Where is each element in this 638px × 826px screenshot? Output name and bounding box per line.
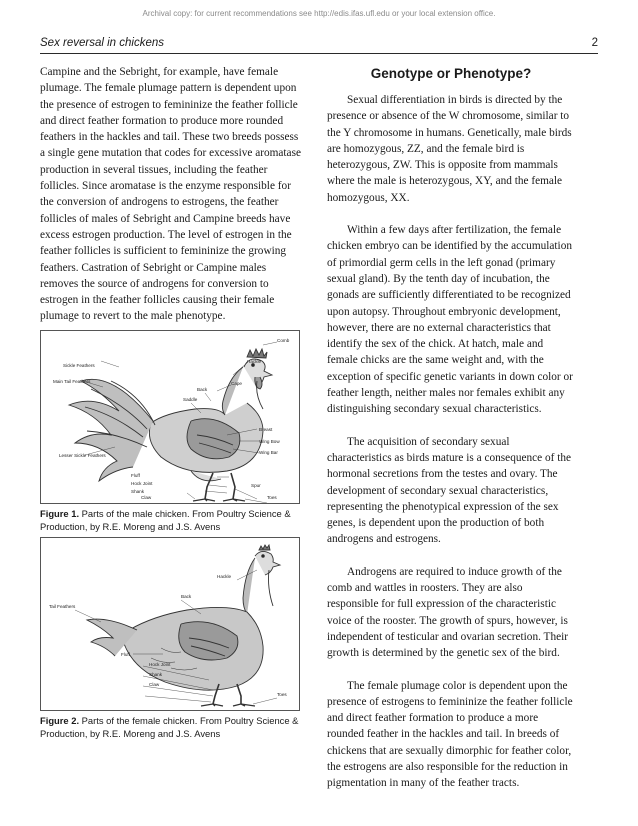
figure-2-female-chicken <box>40 537 300 711</box>
label-toes: Toes <box>277 692 287 697</box>
label-back: Back <box>197 387 208 392</box>
figure-2-caption-label: Figure 2. <box>40 715 80 726</box>
figure-2-caption-text: Parts of the female chicken. From Poultry Science & Production, by R.E. Moreng and J.S. Avens <box>40 715 299 739</box>
page-number: 2 <box>591 37 598 49</box>
label-hackle: Hackle <box>217 574 232 579</box>
label-tail-feathers: Tail Feathers <box>49 604 76 609</box>
label-shank: Shank <box>131 489 145 494</box>
label-hock-joint: Hock Joint <box>149 662 171 667</box>
label-claw: Claw <box>141 495 152 500</box>
left-paragraph: Campine and the Sebright, for example, have female plumage. The female plumage pattern is dependent upon the presence of estrogen to femininize the feather follicle and direct feather formation to produce more rounded feathers in the hackles and tail. These two breeds possess a single gene mutation that codes for excessive aromatase production in several tissues, including the feather follicles. Since aromatase is the enzyme responsible for the conversion of androgens to estrogens, the feather follicles of males of Sebright and Campine breeds have excess estrogen production. The level of estrogen in the feather follicles is sufficient to femininize the growing feathers. Castration of Sebright or Campine males removes the source of androgens for conversion to estrogen in the feather follicles causing their female plumage to revert to the male phenotype. <box>40 66 301 323</box>
figure-1-caption <box>40 507 302 533</box>
label-fluff: Fluff <box>131 473 140 478</box>
label-comb: Comb <box>277 338 290 343</box>
paragraph-secondary-characteristics: The acquisition of secondary sexual characteristics as birds mature is a consequence of the hormonal secretions from the testes and ovary. The development of secondary sexual characteristics, representing the phenotypical expression of the sex genes, is dependent upon the production of both androgens and estrogens. <box>327 435 572 546</box>
label-claw: Claw <box>149 682 160 687</box>
label-hock-joint: Hock Joint <box>131 481 153 486</box>
right-column <box>327 64 575 808</box>
label-saddle: Saddle <box>183 397 198 402</box>
label-back: Back <box>181 594 192 599</box>
paragraph-androgens: Androgens are required to induce growth of the comb and wattles in roosters. They are also responsible for full expression of the characteristic voice of the rooster. The growth of spurs, however, is independent of testicular and ovarian secretion. Their growth is determined by the genetic sex of the bird. <box>327 565 569 660</box>
label-toes: Toes <box>267 495 277 500</box>
label-main-tail-feathers: Main Tail Feathers <box>53 379 91 384</box>
running-title: Sex reversal in chickens <box>40 37 164 49</box>
label-wing-bow: Wing Bow <box>259 439 280 444</box>
label-fluff: Fluff <box>121 652 130 657</box>
paragraph-female-plumage: The female plumage color is dependent upon the presence of estrogens to femininize the feather follicle and direct feather formation to produce a more rounded feather in the hackles and tail. In breeds of chickens that are sexually dimorphic for feather color, the estrogens are also responsible for the reduction in pigmentation in many of the feather tracts. <box>327 679 573 790</box>
label-sickle-feathers: Sickle Feathers <box>63 363 95 368</box>
label-hackle: Hackle <box>247 359 262 364</box>
label-shank: Shank <box>149 672 163 677</box>
figure-2-caption <box>40 714 302 740</box>
paragraph-embryo-identification: Within a few days after fertilization, the female chicken embryo can be identified by the accumulation of primordial germ cells in the left gonad (primary sexual gland). By the tenth day of incubation, the gonads are sufficiently differentiated to be recognized upon autopsy. Throughout embryonic development, however, there are no external characteristics that identify the sex of the chick. At hatch, male and female chicks are the same weight and, with the exception of specific genetic variants in down color or feather length, neither males nor females exhibit any distinguishing secondary sexual characteristics. <box>327 224 573 416</box>
left-column <box>40 64 302 325</box>
label-lesser-sickle-feathers: Lesser Sickle Feathers <box>59 453 106 458</box>
label-cape: Cape <box>231 381 242 386</box>
figure-1-caption-text: Parts of the male chicken. From Poultry Science & Production, by R.E. Moreng and J.S. Avens <box>40 508 291 532</box>
section-heading: Genotype or Phenotype? <box>370 66 532 81</box>
label-wing-bar: Wing Bar <box>259 450 278 455</box>
label-breast: Breast <box>259 427 273 432</box>
male-chicken-illustration <box>41 331 299 503</box>
female-chicken-illustration <box>41 538 299 710</box>
label-spur: Spur <box>251 483 261 488</box>
figure-1-caption-label: Figure 1. <box>40 508 80 519</box>
figure-1-male-chicken <box>40 330 300 504</box>
page-header <box>40 37 598 54</box>
paragraph-sexual-differentiation: Sexual differentiation in birds is directed by the presence or absence of the W chromosome, similar to the Y chromosome in humans. Genetically, male birds are homozygous, ZZ, and the female bird is heterozygous, ZW. This is opposite from mammals where the male is heterozygous, XY, and the female homozygous, XX. <box>327 94 572 204</box>
archival-notice: Archival copy: for current recommendations see http://edis.ifas.ufl.edu or your local extension office. <box>142 9 496 18</box>
